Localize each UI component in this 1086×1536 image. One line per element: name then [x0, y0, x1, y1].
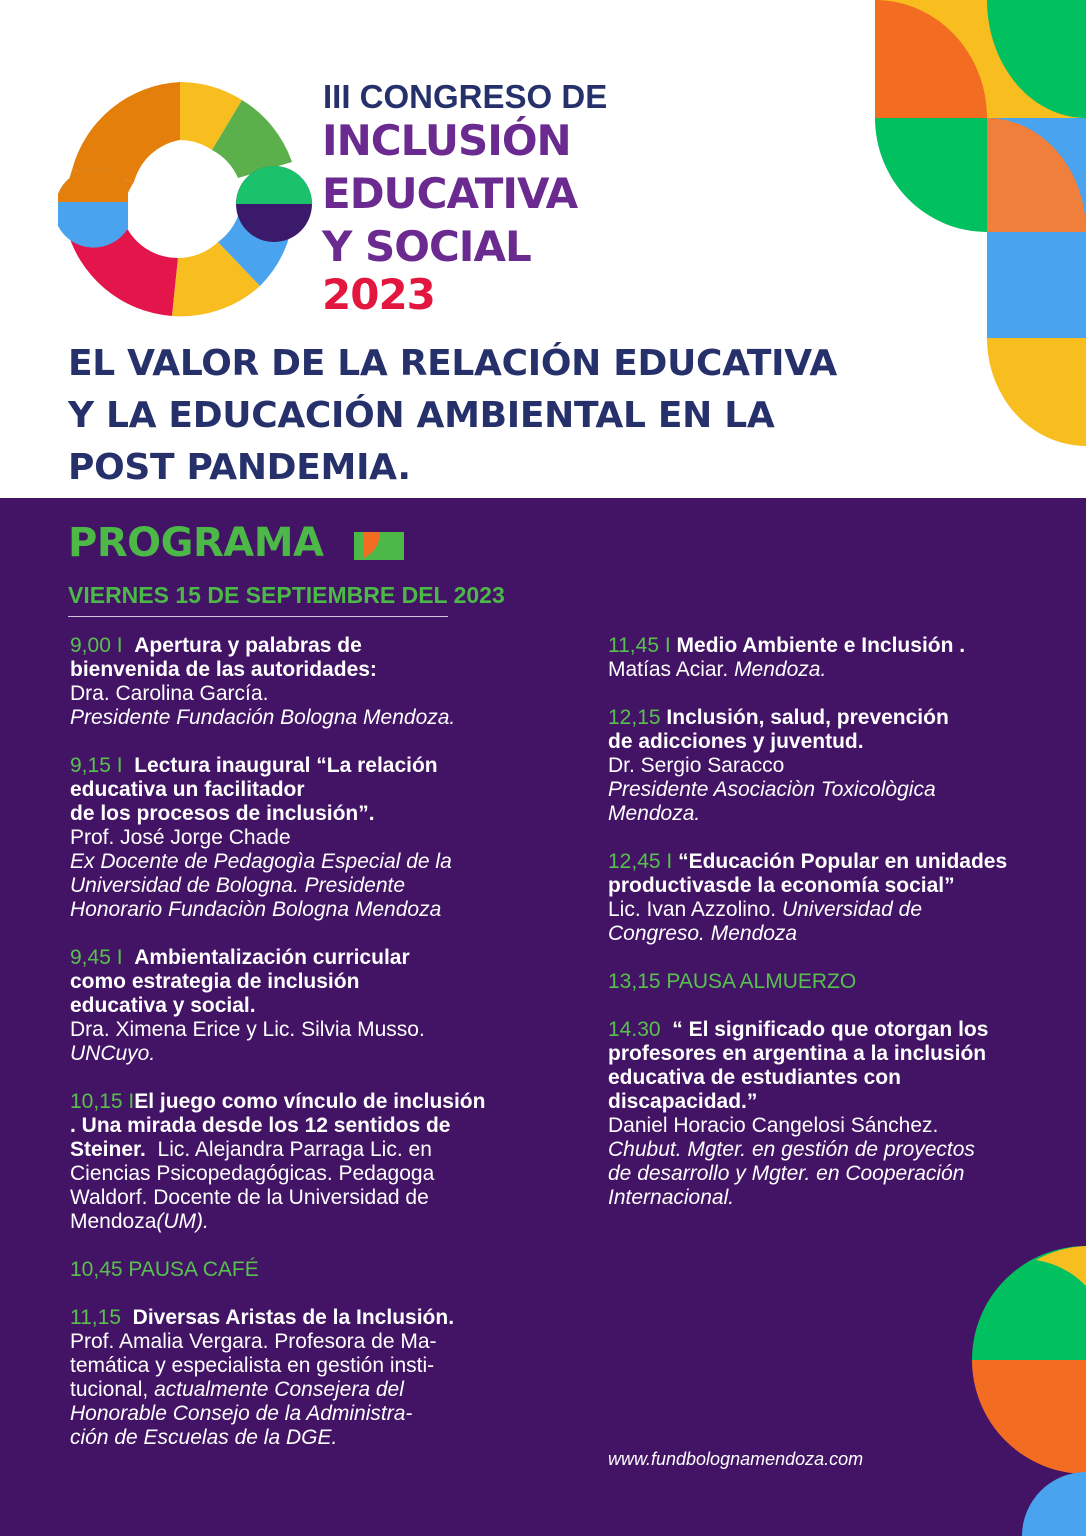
- item-title: “ El significado que otorgan los: [672, 1018, 989, 1041]
- item-title: bienvenida de las autoridades:: [70, 658, 377, 681]
- schedule-right-column: [608, 634, 1038, 1234]
- item-role: Universidad de Bologna. Presidente: [70, 874, 406, 897]
- item-speaker: Mendoza: [70, 1210, 157, 1233]
- congress-number-title: III CONGRESO DE: [323, 78, 608, 115]
- program-flag-icon: [354, 532, 404, 560]
- schedule-item: [608, 850, 1038, 946]
- item-title: Inclusión, salud, prevención: [666, 706, 949, 729]
- item-role: Mendoza.: [734, 658, 827, 681]
- schedule-left-column: [70, 634, 510, 1474]
- item-speaker: temática y especialista en gestión insti-: [70, 1354, 435, 1377]
- item-title: Lectura inaugural “La relación: [134, 754, 438, 777]
- item-title: educativa un facilitador: [70, 778, 305, 801]
- schedule-item: [608, 706, 1038, 826]
- item-title: de los procesos de inclusión”.: [70, 802, 375, 825]
- item-title: educativa de estudiantes con: [608, 1066, 901, 1089]
- subtitle-line: POST PANDEMIA.: [68, 447, 411, 488]
- item-role: actualmente Consejera del: [154, 1378, 404, 1401]
- item-speaker: Daniel Horacio Cangelosi Sánchez.: [608, 1114, 939, 1137]
- program-heading: PROGRAMA: [68, 520, 324, 566]
- date-divider: [68, 616, 448, 617]
- coffee-break: 10,45 PAUSA CAFÉ: [70, 1258, 259, 1281]
- schedule-item: [70, 754, 510, 922]
- congress-logo-icon: [52, 76, 314, 320]
- decorative-circle-bottom-right: [972, 1246, 1086, 1536]
- item-speaker: Ciencias Psicopedagógicas. Pedagoga: [70, 1162, 435, 1185]
- item-title: profesores en argentina a la inclusión: [608, 1042, 987, 1065]
- item-time: 9,45 I: [70, 946, 123, 969]
- item-role: Honorable Consejo de la Administra-: [70, 1402, 413, 1425]
- item-role: Ex Docente de Pedagogìa Especial de la: [70, 850, 452, 873]
- congress-title-line: EDUCATIVA: [322, 169, 578, 218]
- item-time: 12,15: [608, 706, 661, 729]
- item-speaker: Dr. Sergio Saracco: [608, 754, 785, 777]
- item-role: Internacional.: [608, 1186, 735, 1209]
- item-time: 10,15 I: [70, 1090, 135, 1113]
- item-title: como estrategia de inclusión: [70, 970, 360, 993]
- schedule-item: [70, 946, 510, 1066]
- item-role: Mendoza.: [608, 802, 701, 825]
- item-title: Ambientalización curricular: [134, 946, 410, 969]
- schedule-item: [70, 1306, 510, 1450]
- header-section: [0, 0, 1086, 498]
- congress-title-line: Y SOCIAL: [322, 222, 531, 271]
- item-time: 11,15: [70, 1306, 121, 1329]
- item-speaker: Lic. Alejandra Parraga Lic. en: [157, 1138, 432, 1161]
- program-date: VIERNES 15 DE SEPTIEMBRE DEL 2023: [68, 582, 505, 608]
- item-time: 12,45 I: [608, 850, 673, 873]
- item-title: “Educación Popular en unidades: [678, 850, 1008, 873]
- schedule-item: [70, 1090, 510, 1234]
- item-title: . Una mirada desde los 12 sentidos de: [70, 1114, 451, 1137]
- item-time: 11,45 I: [608, 634, 671, 657]
- item-speaker: Dra. Ximena Erice y Lic. Silvia Musso.: [70, 1018, 425, 1041]
- item-role: (UM).: [156, 1210, 209, 1233]
- schedule-item: [608, 1018, 1038, 1210]
- website-link[interactable]: www.fundbolognamendoza.com: [608, 1449, 864, 1469]
- item-role: Congreso. Mendoza: [608, 922, 798, 945]
- item-title: El juego como vínculo de inclusión: [134, 1090, 486, 1113]
- congress-year: 2023: [322, 270, 435, 319]
- subtitle-line: Y LA EDUCACIÓN AMBIENTAL EN LA: [68, 395, 775, 436]
- item-speaker: Prof. José Jorge Chade: [70, 826, 291, 849]
- item-role: Presidente Asociaciòn Toxicològica: [608, 778, 936, 801]
- item-speaker: Dra. Carolina García.: [70, 682, 269, 705]
- item-title: de adicciones y juventud.: [608, 730, 864, 753]
- item-title: Steiner.: [70, 1138, 146, 1161]
- item-title: discapacidad.”: [608, 1090, 758, 1113]
- theme-subtitle: [68, 338, 968, 494]
- item-role: Honorario Fundaciòn Bologna Mendoza: [70, 898, 442, 921]
- item-speaker: Matías Aciar.: [608, 658, 729, 681]
- item-role: Chubut. Mgter. en gestión de proyectos: [608, 1138, 975, 1161]
- item-role: Presidente Fundación Bologna Mendoza.: [70, 706, 456, 729]
- item-time: 14.30: [608, 1018, 661, 1041]
- item-title: productivasde la economía social”: [608, 874, 955, 897]
- schedule-item: [70, 634, 510, 730]
- item-title: Diversas Aristas de la Inclusión.: [132, 1306, 455, 1329]
- item-speaker: Prof. Amalia Vergara. Profesora de Ma-: [70, 1330, 437, 1353]
- item-role: de desarrollo y Mgter. en Cooperación: [608, 1162, 965, 1185]
- item-title: Apertura y palabras de: [134, 634, 362, 657]
- item-role: UNCuyo.: [70, 1042, 156, 1065]
- item-time: 9,00 I: [70, 634, 123, 657]
- item-time: 9,15 I: [70, 754, 123, 777]
- item-speaker: Lic. Ivan Azzolino.: [608, 898, 777, 921]
- item-role: ción de Escuelas de la DGE.: [70, 1426, 338, 1449]
- item-role: Universidad de: [781, 898, 923, 921]
- schedule-item: [608, 634, 1038, 682]
- item-speaker: tucional,: [70, 1378, 155, 1401]
- lunch-break: 13,15 PAUSA ALMUERZO: [608, 970, 857, 993]
- item-title: educativa y social.: [70, 994, 256, 1017]
- subtitle-line: EL VALOR DE LA RELACIÓN EDUCATIVA: [68, 343, 837, 384]
- item-title: Medio Ambiente e Inclusión .: [676, 634, 966, 657]
- item-speaker: Waldorf. Docente de la Universidad de: [70, 1186, 429, 1209]
- congress-title-line: INCLUSIÓN: [322, 116, 571, 165]
